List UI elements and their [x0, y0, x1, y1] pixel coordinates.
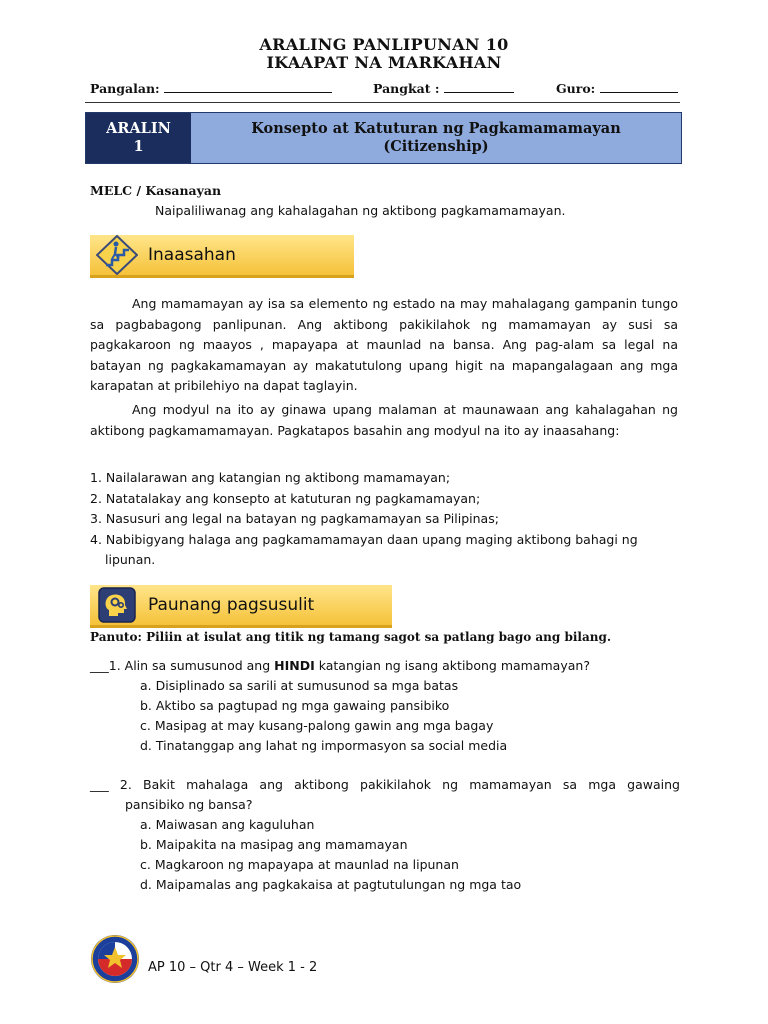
question-1-prefix: ___1. Alin sa sumusunod ang — [90, 658, 275, 673]
name-field[interactable] — [90, 80, 332, 96]
option-item: d. Tinatanggap ang lahat ng impormasyon sa social media — [140, 738, 508, 753]
objective-item: 4. Nabibigyang halaga ang pagkamamamayan daan upang maging aktibong bahagi ng lipunan. — [90, 531, 638, 567]
lesson-number-box — [86, 113, 191, 163]
melc-label: MELC / Kasanayan — [90, 183, 222, 198]
paunang-banner — [90, 585, 392, 628]
question-2 — [90, 775, 680, 895]
question-1-suffix: katangian ng isang aktibong mamamayan? — [314, 658, 590, 673]
section-label: Pangkat : — [373, 81, 440, 96]
question-1-emphasis: HINDI — [274, 658, 315, 673]
intro-paragraph-text: Ang mamamayan ay isa sa elemento ng estado na may mahalagang gampanin tungo sa pagbabagong panlipunan. Ang aktibong pakikilahok ng mamamayan ay susi sa pagkakaroon ng maayos , mapayapa at maunlad na bansa. Ang pag-alam sa legal na batayan ng pagkakamamayan ay makatutulong upang higit na mapangalagaan ang mga karapatan at pribilehiyo na dapat taglayin. — [90, 296, 678, 393]
name-label: Pangalan: — [90, 81, 160, 96]
section-field[interactable] — [373, 80, 514, 96]
option-item: a. Maiwasan ang kaguluhan — [140, 817, 315, 832]
stairs-climber-icon — [96, 235, 138, 275]
module-paragraph — [90, 400, 678, 441]
division-seal-logo — [90, 934, 140, 984]
option-item: d. Maipamalas ang pagkakaisa at pagtutulungan ng mga tao — [140, 877, 522, 892]
name-blank[interactable] — [164, 80, 332, 93]
inaasahan-title: Inaasahan — [148, 245, 236, 265]
option-item: b. Aktibo sa pagtupad ng mga gawaing pansibiko — [140, 698, 450, 713]
lesson-title-box — [191, 113, 681, 163]
lesson-label: ARALIN — [106, 120, 171, 137]
section-blank[interactable] — [444, 80, 514, 93]
lesson-number: 1 — [133, 138, 144, 155]
objective-item: 1. Nailalarawan ang katangian ng aktibong mamamayan; — [90, 470, 451, 485]
objective-item: 2. Natatalakay ang konsepto at katuturan ng pagkamamayan; — [90, 490, 481, 506]
objectives-list — [90, 468, 682, 571]
module-paragraph-text: Ang modyul na ito ay ginawa upang malaman at maunawaan ang kahalagahan ng aktibong pagkamamamayan. Pagkatapos basahin ang modyul na ito ay inaasahang: — [90, 402, 678, 438]
footer-text: AP 10 – Qtr 4 – Week 1 - 2 — [148, 960, 318, 975]
head-gears-icon — [96, 585, 138, 625]
melc-text: Naipaliliwanag ang kahalagahan ng aktibong pagkamamamayan. — [155, 203, 566, 218]
question-2-stem: ___ 2. Bakit mahalaga ang aktibong pakikilahok ng mamamayan sa mga gawaing — [90, 777, 680, 792]
option-item: c. Magkaroon ng mapayapa at maunlad na lipunan — [140, 857, 459, 872]
document-subject: ARALING PANLIPUNAN 10 — [259, 35, 509, 54]
option-item: b. Maipakita na masipag ang mamamayan — [140, 837, 408, 852]
question-2-stem-cont: pansibiko ng bansa? — [125, 797, 253, 812]
option-item: c. Masipag at may kusang-palong gawin ang mga bagay — [140, 718, 494, 733]
option-item: a. Disiplinado sa sarili at sumusunod sa mga batas — [140, 678, 459, 693]
lesson-title: Konsepto at Katuturan ng Pagkamamamayan — [251, 120, 621, 137]
teacher-label: Guro: — [556, 81, 596, 96]
teacher-field[interactable] — [556, 80, 678, 96]
intro-paragraph — [90, 294, 678, 397]
lesson-subtitle: (Citizenship) — [383, 138, 489, 155]
header-divider — [85, 102, 680, 103]
quiz-instruction: Panuto: Piliin at isulat ang titik ng tamang sagot sa patlang bago ang bilang. — [90, 630, 612, 644]
question-2-options — [90, 815, 680, 895]
objective-item: 3. Nasusuri ang legal na batayan ng pagkamamayan sa Pilipinas; — [90, 511, 499, 526]
inaasahan-banner — [90, 235, 354, 278]
document-quarter: IKAAPAT NA MARKAHAN — [266, 53, 502, 72]
question-1-options — [90, 676, 680, 756]
question-1-stem — [90, 656, 680, 676]
question-1 — [90, 656, 680, 756]
paunang-title: Paunang pagsusulit — [148, 595, 315, 615]
teacher-blank[interactable] — [600, 80, 678, 93]
lesson-header — [85, 112, 682, 164]
